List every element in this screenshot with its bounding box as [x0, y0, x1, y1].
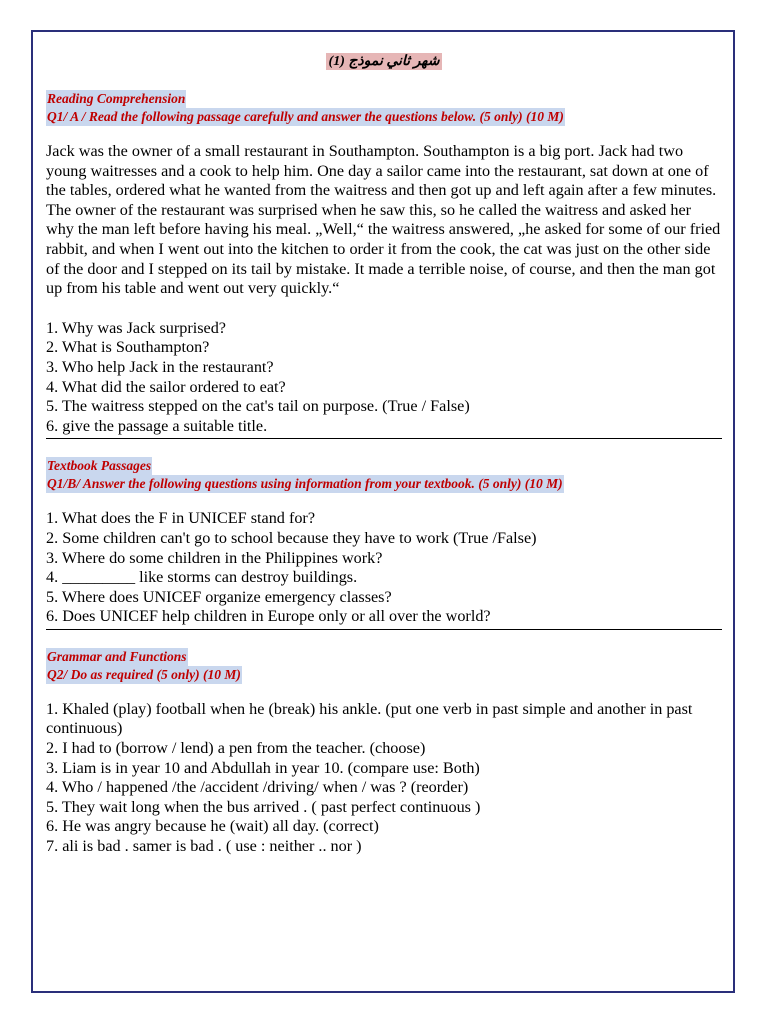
section-reading — [46, 90, 722, 126]
list-item: 3. Where do some children in the Philippines work? — [46, 548, 383, 567]
textbook-questions — [46, 509, 722, 627]
list-item: 6. Does UNICEF help children in Europe only or all over the world? — [46, 607, 491, 626]
section-instruction: Q1/ A / Read the following passage carefully and answer the questions below. (5 only) (10 M) — [47, 109, 564, 124]
list-item: 5. The waitress stepped on the cat's tail on purpose. (True / False) — [46, 397, 470, 416]
worksheet — [46, 52, 722, 857]
reading-passage: Jack was the owner of a small restaurant in Southampton. Southampton is a big port. Jack had two young waitresses and a cook to help him. One day a sailor came into the restaurant, sat down at one of the tables, ordered what he wanted from the waitress and then got up and left again after a few minutes. The owner of the restaurant was surprised when he saw this, so he called the waitress and asked her why the man left before having his meal. „Well,“ the waitress answered, „he asked for some of our fried rabbit, and when I went out into the kitchen to order it from the cook, the cat was just on the other side of the door and I stepped on its tail by mistake. It made a terrible noise, of course, and then the man got up from his table and went out very quickly.“ — [46, 142, 721, 298]
list-item: 1. What does the F in UNICEF stand for? — [46, 509, 316, 528]
section-heading: Textbook Passages — [47, 458, 152, 474]
list-item: 4. Who / happened /the /accident /driving/ when / was ? (reorder) — [46, 778, 469, 797]
list-item: 2. What is Southampton? — [46, 338, 210, 357]
section-heading: Grammar and Functions — [47, 648, 187, 664]
list-item: 6. He was angry because he (wait) all day. (correct) — [46, 817, 379, 836]
list-item: 6. give the passage a suitable title. — [46, 416, 268, 435]
section-instruction: Q2/ Do as required (5 only) (10 M) — [47, 666, 241, 682]
list-item: 1. Khaled (play) football when he (break) his ankle. (put one verb in past simple and another in past continuous) — [46, 699, 693, 738]
section-instruction: Q1/B/ Answer the following questions using information from your textbook. (5 only) (10 M) — [47, 476, 563, 492]
list-item: 4. What did the sailor ordered to eat? — [46, 377, 286, 396]
section-textbook — [46, 457, 722, 493]
title-row — [46, 52, 722, 72]
list-item: 4. _________ like storms can destroy buildings. — [46, 568, 358, 587]
grammar-questions — [46, 700, 722, 857]
page-title: شهر ثاني نموذج (1) — [326, 53, 443, 70]
list-item: 2. I had to (borrow / lend) a pen from the teacher. (choose) — [46, 739, 426, 758]
list-item: 5. Where does UNICEF organize emergency classes? — [46, 587, 392, 606]
list-item: 1. Why was Jack surprised? — [46, 318, 226, 337]
reading-questions — [46, 319, 722, 437]
list-item: 3. Liam is in year 10 and Abdullah in year 10. (compare use: Both) — [46, 758, 480, 777]
section-heading: Reading Comprehension — [47, 91, 186, 106]
list-item: 5. They wait long when the bus arrived . ( past perfect continuous ) — [46, 797, 481, 816]
section-grammar — [46, 648, 722, 684]
list-item: 3. Who help Jack in the restaurant? — [46, 357, 274, 376]
list-item: 7. ali is bad . samer is bad . ( use : neither .. nor ) — [46, 837, 362, 856]
list-item: 2. Some children can't go to school because they have to work (True /False) — [46, 528, 537, 547]
